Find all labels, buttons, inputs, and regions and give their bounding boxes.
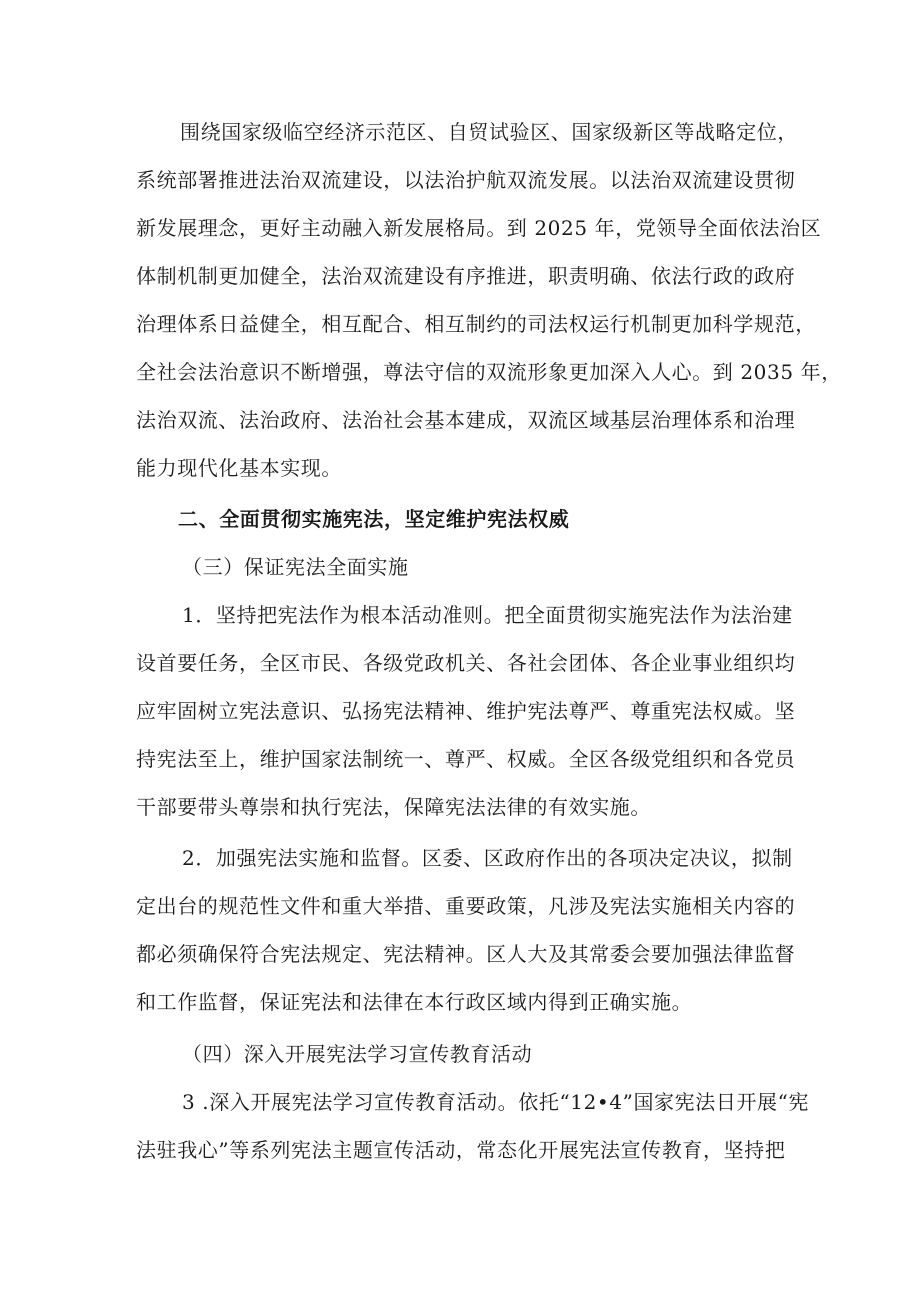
paragraph-line: 持宪法至上，维护国家法制统一、尊严、权威。全区各级党组织和各党员 <box>136 747 796 771</box>
paragraph-line: 全社会法治意识不断增强，尊法守信的双流形象更加深入人心。到 2035 年， <box>136 360 842 384</box>
paragraph-line: 都必须确保符合宪法规定、宪法精神。区人大及其常委会要加强法律监督 <box>136 942 796 966</box>
paragraph-line: 能力现代化基本实现。 <box>136 456 342 480</box>
paragraph-line: 应牢固树立宪法意识、弘扬宪法精神、维护宪法尊严、尊重宪法权威。坚 <box>136 699 796 723</box>
paragraph-line: 和工作监督，保证宪法和法律在本行政区域内得到正确实施。 <box>136 990 693 1014</box>
paragraph-line: 新发展理念，更好主动融入新发展格局。到 2025 年，党领导全面依法治区 <box>136 216 822 240</box>
paragraph-line: 3 .深入开展宪法学习宣传教育活动。依托“12•4”国家宪法日开展“宪 <box>182 1090 810 1114</box>
paragraph-line: 法治双流、法治政府、法治社会基本建成，双流区域基层治理体系和治理 <box>136 408 796 432</box>
paragraph-line: 设首要任务，全区市民、各级党政机关、各社会团体、各企业事业组织均 <box>136 651 796 675</box>
paragraph-line: 1．坚持把宪法作为根本活动准则。把全面贯彻实施宪法作为法治建 <box>182 603 793 627</box>
subsection-heading: （三）保证宪法全面实施 <box>182 555 409 579</box>
paragraph-line: 法驻我心”等系列宪法主题宣传活动，常态化开展宪法宣传教育，坚持把 <box>136 1138 786 1162</box>
paragraph-line: 干部要带头尊崇和执行宪法，保障宪法法律的有效实施。 <box>136 795 651 819</box>
paragraph-line: 系统部署推进法治双流建设，以法治护航双流发展。以法治双流建设贯彻 <box>136 168 796 192</box>
paragraph-line: 围绕国家级临空经济示范区、自贸试验区、国家级新区等战略定位， <box>180 120 798 144</box>
paragraph-line: 体制机制更加健全，法治双流建设有序推进，职责明确、依法行政的政府 <box>136 264 796 288</box>
paragraph-line: 2．加强宪法实施和监督。区委、区政府作出的各项决定决议，拟制 <box>182 846 793 870</box>
paragraph-line: 定出台的规范性文件和重大举措、重要政策，凡涉及宪法实施相关内容的 <box>136 894 796 918</box>
section-heading: 二、全面贯彻实施宪法，坚定维护宪法权威 <box>178 507 570 531</box>
subsection-heading: （四）深入开展宪法学习宣传教育活动 <box>182 1042 533 1066</box>
paragraph-line: 治理体系日益健全，相互配合、相互制约的司法权运行机制更加科学规范， <box>136 312 816 336</box>
